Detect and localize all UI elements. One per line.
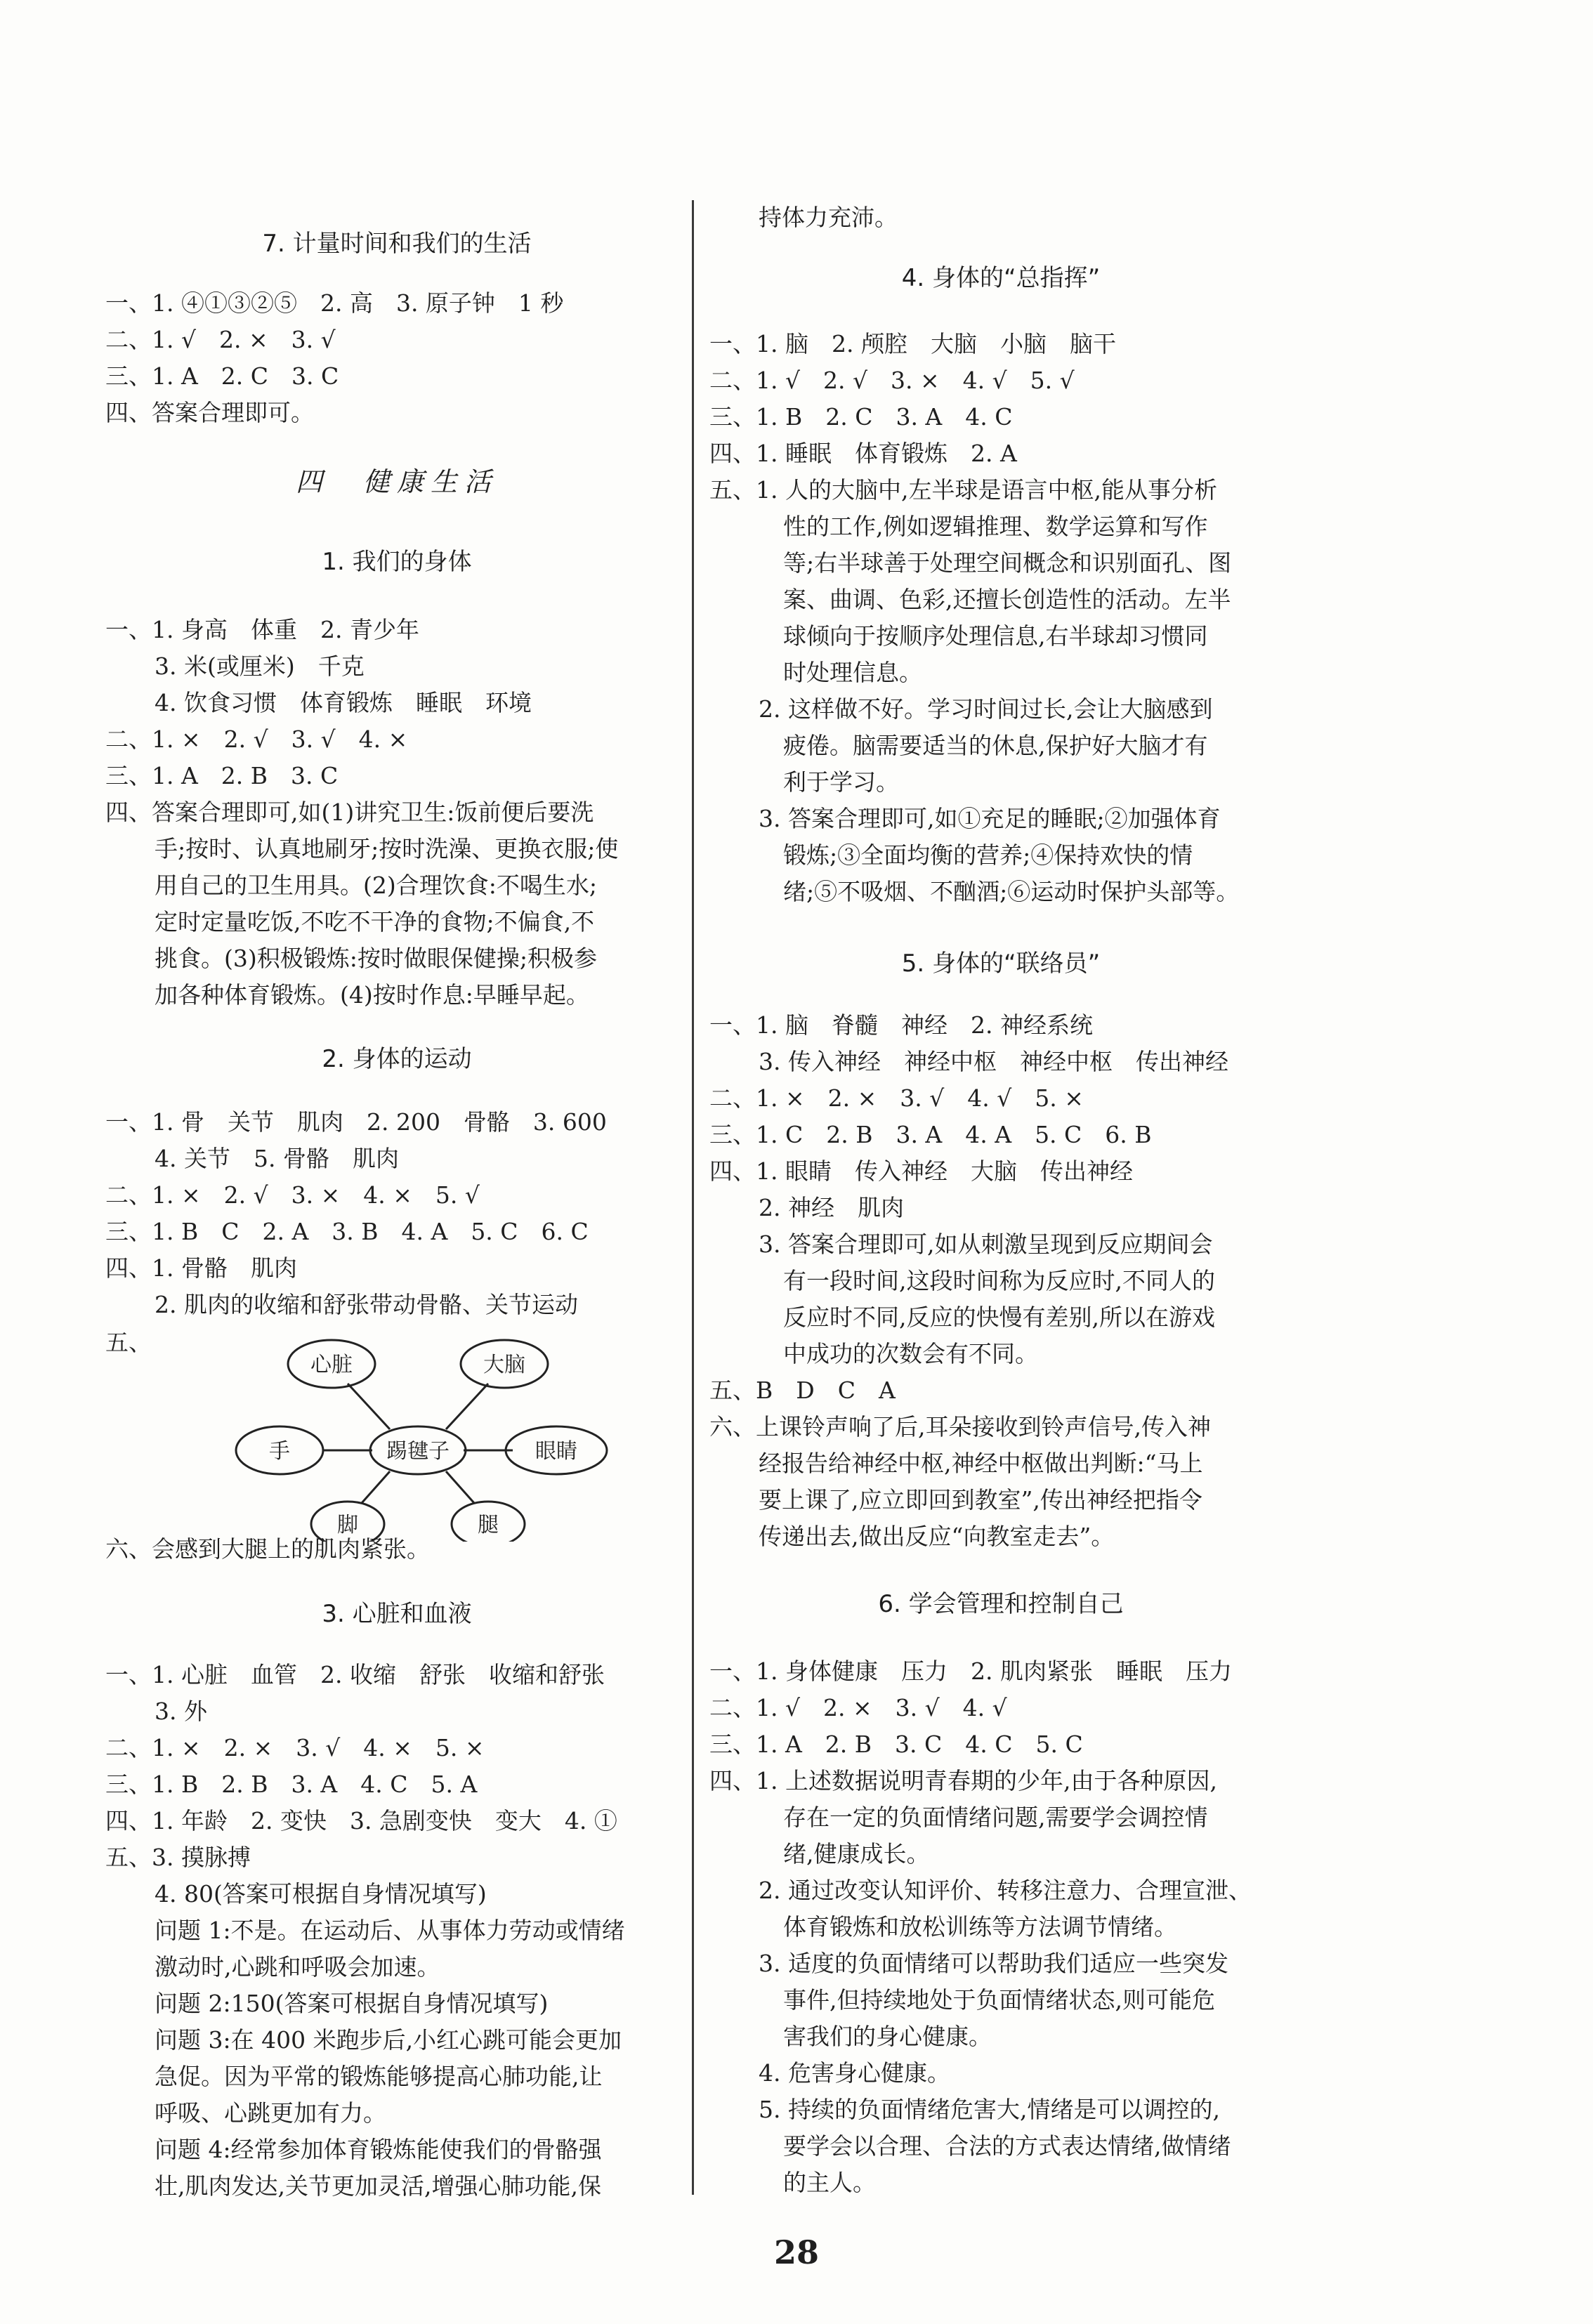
section-title: 6. 学会管理和控制自己 [878, 1590, 1124, 1618]
answer-line: 体育锻炼和放松训练等方法调节情绪。 [783, 1913, 1177, 1941]
answer-line: 四、答案合理即可。 [105, 399, 314, 426]
answer-line: 4. 80(答案可根据自身情况填写) [155, 1880, 487, 1908]
answer-line: 2. 这样做不好。学习时间过长,会让大脑感到 [759, 695, 1213, 723]
answer-line: 三、1. A 2. B 3. C 4. C 5. C [709, 1731, 1083, 1758]
answer-line: 四、1. 睡眠 体育锻炼 2. A [709, 440, 1017, 467]
answer-line: 疲倦。脑需要适当的休息,保护好大脑才有 [783, 732, 1208, 759]
answer-line: 存在一定的负面情绪问题,需要学会调控情 [783, 1804, 1208, 1831]
answer-line: 六、上课铃声响了后,耳朵接收到铃声信号,传入神 [709, 1413, 1211, 1440]
answer-line: 5. 持续的负面情绪危害大,情绪是可以调控的, [759, 2096, 1220, 2123]
answer-line: 四、1. 眼睛 传入神经 大脑 传出神经 [709, 1157, 1133, 1185]
column-divider [692, 200, 694, 2195]
section-title: 3. 心脏和血液 [322, 1600, 472, 1628]
answer-line: 3. 外 [155, 1698, 207, 1725]
answer-line: 四、1. 骨骼 肌肉 [105, 1254, 297, 1282]
answer-line: 二、1. × 2. × 3. √ 4. √ 5. × [709, 1084, 1084, 1112]
answer-line: 绪;⑤不吸烟、不酗酒;⑥运动时保护头部等。 [783, 878, 1240, 905]
diagram-label: 大脑 [483, 1353, 525, 1377]
answer-line: 2. 神经 肌肉 [759, 1194, 904, 1221]
answer-line: 4. 关节 5. 骨骼 肌肉 [155, 1145, 399, 1172]
answer-line: 反应时不同,反应的快慢有差别,所以在游戏 [783, 1304, 1215, 1331]
answer-line: 三、1. A 2. C 3. C [105, 362, 339, 390]
answer-line: 3. 米(或厘米) 千克 [155, 652, 365, 680]
answer-line: 中成功的次数会有不同。 [783, 1340, 1038, 1367]
answer-line: 案、曲调、色彩,还擅长创造性的活动。左半 [783, 586, 1231, 613]
answer-line: 要学会以合理、合法的方式表达情绪,做情绪 [783, 2132, 1231, 2160]
answer-line: 二、1. √ 2. × 3. √ 4. √ [709, 1694, 1007, 1721]
answer-line: 挑食。(3)积极锻炼:按时做眼保健操;积极参 [155, 945, 597, 972]
diagram-label: 踢毽子 [386, 1439, 450, 1464]
answer-line: 五、B D C A [709, 1377, 896, 1404]
answer-line: 急促。因为平常的锻炼能够提高心肺功能,让 [155, 2063, 603, 2090]
answer-line: 2. 通过改变认知评价、转移注意力、合理宣泄、 [759, 1877, 1252, 1904]
answer-line: 一、1. 身体健康 压力 2. 肌肉紧张 睡眠 压力 [709, 1657, 1232, 1685]
answer-line: 等;右半球善于处理空间概念和识别面孔、图 [783, 549, 1232, 577]
answer-line: 三、1. B 2. B 3. A 4. C 5. A [105, 1771, 478, 1798]
diagram-label: 心脏 [310, 1353, 353, 1377]
section-title: 7. 计量时间和我们的生活 [262, 230, 532, 258]
answer-line: 五、3. 摸脉搏 [105, 1844, 251, 1871]
answer-line: 三、1. A 2. B 3. C [105, 762, 339, 789]
answer-line: 传递出去,做出反应“向教室走去”。 [759, 1523, 1115, 1550]
answer-line: 一、1. 骨 关节 肌肉 2. 200 骨骼 3. 600 [105, 1108, 607, 1136]
answer-line: 四、答案合理即可,如(1)讲究卫生:饭前便后要洗 [105, 799, 594, 826]
answer-line: 事件,但持续地处于负面情绪状态,则可能危 [783, 1986, 1215, 2014]
answer-line: 一、1. ④①③②⑤ 2. 高 3. 原子钟 1 秒 [105, 289, 564, 317]
unit-title: 四 健康生活 [295, 466, 498, 497]
page-number: 28 [773, 2233, 819, 2271]
answer-line: 有一段时间,这段时间称为反应时,不同人的 [783, 1267, 1215, 1294]
answer-line: 问题 3:在 400 米跑步后,小红心跳可能会更加 [155, 2026, 622, 2054]
answer-line: 时处理信息。 [783, 659, 922, 686]
answer-line: 三、1. B 2. C 3. A 4. C [709, 403, 1013, 431]
answer-line: 要上课了,应立即回到教室”,传出神经把指令 [759, 1486, 1202, 1514]
answer-line: 一、1. 脑 2. 颅腔 大脑 小脑 脑干 [709, 330, 1116, 357]
diagram-label: 手 [269, 1439, 290, 1464]
answer-line: 利于学习。 [783, 768, 899, 796]
section-title: 5. 身体的“联络员” [901, 950, 1101, 978]
answer-line: 性的工作,例如逻辑推理、数学运算和写作 [783, 513, 1208, 540]
answer-line: 一、1. 心脏 血管 2. 收缩 舒张 收缩和舒张 [105, 1661, 605, 1688]
answer-line: 3. 答案合理即可,如从刺激呈现到反应期间会 [759, 1230, 1213, 1258]
answer-line: 问题 1:不是。在运动后、从事体力劳动或情绪 [155, 1917, 625, 1944]
answer-line: 手;按时、认真地刷牙;按时洗澡、更换衣服;使 [155, 835, 619, 862]
answer-line: 壮,肌肉发达,关节更加灵活,增强心肺功能,保 [155, 2172, 601, 2200]
answer-line: 用自己的卫生用具。(2)合理饮食:不喝生水; [155, 872, 597, 899]
answer-line: 六、会感到大腿上的肌肉紧张。 [105, 1535, 430, 1563]
answer-line: 害我们的身心健康。 [783, 2023, 992, 2050]
answer-line: 3. 传入神经 神经中枢 神经中枢 传出神经 [759, 1048, 1228, 1075]
answer-line: 4. 饮食习惯 体育锻炼 睡眠 环境 [155, 689, 532, 716]
answer-line: 二、1. × 2. × 3. √ 4. × 5. × [105, 1734, 485, 1761]
answer-line: 二、1. √ 2. √ 3. × 4. √ 5. √ [709, 367, 1075, 394]
section-title: 4. 身体的“总指挥” [901, 264, 1101, 292]
answer-line: 一、1. 脑 脊髓 神经 2. 神经系统 [709, 1011, 1093, 1039]
answer-line: 五、1. 人的大脑中,左半球是语言中枢,能从事分析 [709, 476, 1217, 504]
answer-line: 三、1. B C 2. A 3. B 4. A 5. C 6. C [105, 1218, 589, 1245]
answer-line: 球倾向于按顺序处理信息,右半球却习惯同 [783, 622, 1208, 650]
answer-line: 2. 肌肉的收缩和舒张带动骨骼、关节运动 [155, 1291, 578, 1318]
answer-line: 4. 危害身心健康。 [759, 2059, 950, 2087]
answer-line: 定时定量吃饭,不吃不干净的食物;不偏食,不 [155, 908, 595, 935]
answer-line: 绪,健康成长。 [783, 1840, 930, 1867]
answer-line: 呼吸、心跳更加有力。 [155, 2099, 386, 2127]
answer-line: 3. 适度的负面情绪可以帮助我们适应一些突发 [759, 1950, 1228, 1977]
diagram-label: 脚 [337, 1513, 358, 1537]
diagram-label: 眼睛 [535, 1439, 577, 1464]
answer-line: 二、1. × 2. √ 3. √ 4. × [105, 726, 408, 753]
answer-line: 3. 答案合理即可,如①充足的睡眠;②加强体育 [759, 805, 1221, 832]
diagram-label: 腿 [478, 1513, 499, 1537]
answer-line: 加各种体育锻炼。(4)按时作息:早睡早起。 [155, 981, 589, 1009]
answer-line: 二、1. √ 2. × 3. √ [105, 326, 336, 353]
body-parts-diagram [211, 1324, 632, 1542]
answer-line: 一、1. 身高 体重 2. 青少年 [105, 616, 419, 643]
answer-line: 问题 4:经常参加体育锻炼能使我们的骨骼强 [155, 2136, 602, 2163]
answer-line: 锻炼;③全面均衡的营养;④保持欢快的情 [783, 841, 1193, 869]
answer-line: 二、1. × 2. √ 3. × 4. × 5. √ [105, 1181, 480, 1209]
answer-line: 四、1. 上述数据说明青春期的少年,由于各种原因, [709, 1767, 1217, 1794]
section-title: 2. 身体的运动 [322, 1045, 472, 1073]
answer-line: 经报告给神经中枢,神经中枢做出判断:“马上 [759, 1450, 1203, 1477]
answer-line: 的主人。 [783, 2169, 876, 2196]
answer-line: 五、 [105, 1329, 152, 1356]
answer-line: 三、1. C 2. B 3. A 4. A 5. C 6. B [709, 1121, 1152, 1148]
answer-line: 持体力充沛。 [759, 204, 898, 231]
answer-line: 激动时,心跳和呼吸会加速。 [155, 1953, 440, 1981]
answer-line: 四、1. 年龄 2. 变快 3. 急剧变快 变大 4. ① [105, 1807, 617, 1834]
answer-line: 问题 2:150(答案可根据自身情况填写) [155, 1990, 549, 2017]
section-title: 1. 我们的身体 [322, 548, 472, 576]
